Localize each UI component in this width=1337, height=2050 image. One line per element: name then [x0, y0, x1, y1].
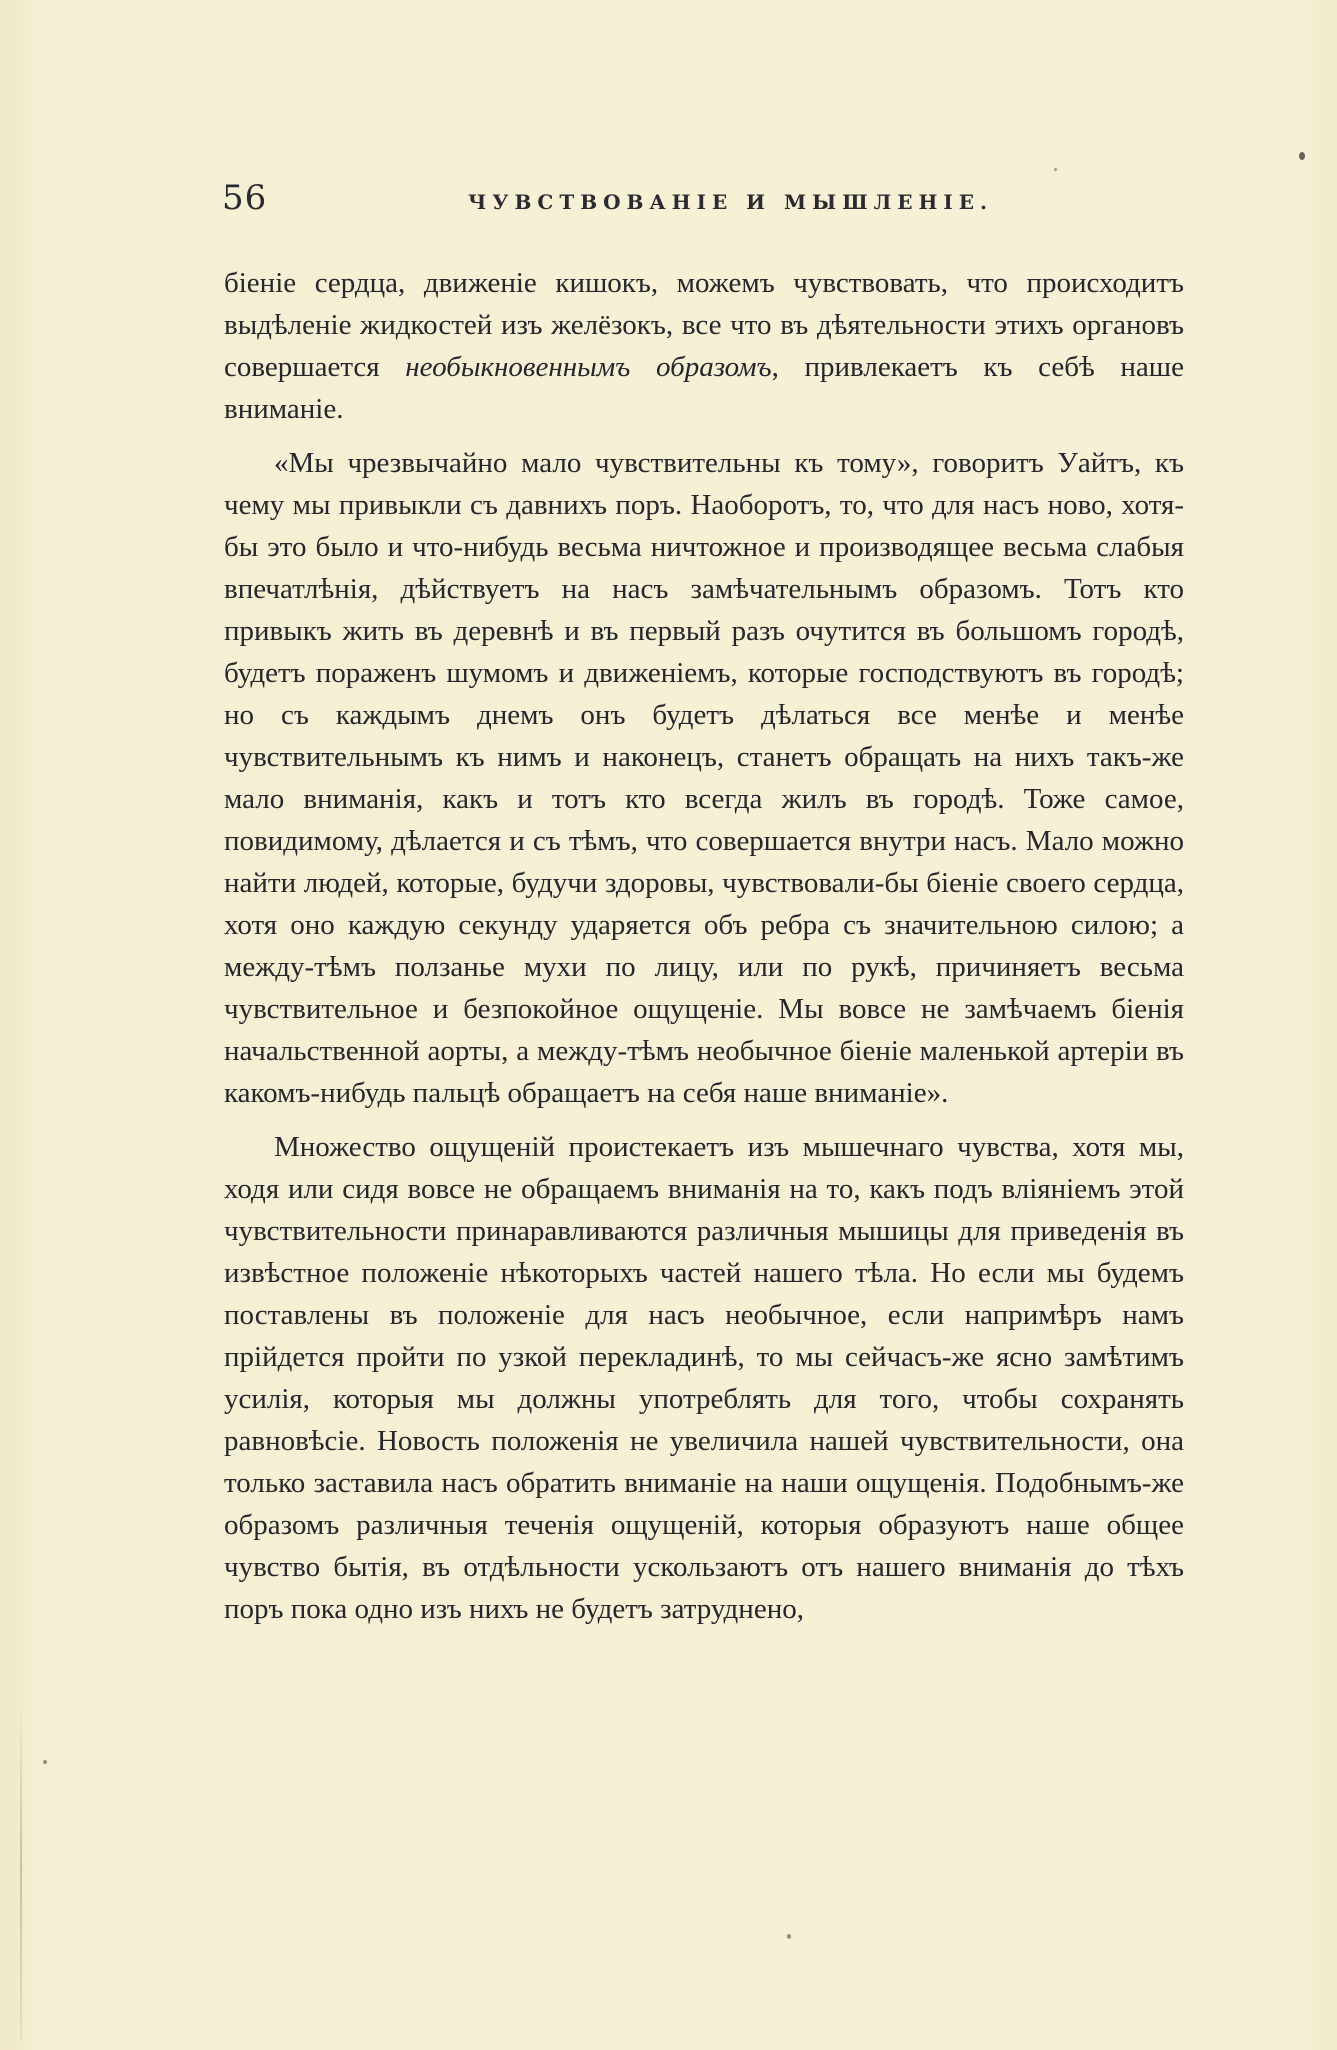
paragraph-3: Множество ощущеній проистекаетъ изъ мышечнаго чувства, хотя мы, ходя или сидя вовсе не обращаемъ вниманія на то, какъ подъ вліяніемъ этой чувствительности принаравливаются различныя мышицы для приведенія въ извѣстное положеніе нѣкоторыхъ частей нашего тѣла. Но если мы будемъ поставлены въ положеніе для насъ необычное, если напримѣръ намъ прійдется пройти по узкой перекладинѣ, то мы сейчасъ-же ясно замѣтимъ усилія, которыя мы должны употреблять для того, чтобы сохранять равновѣсіе. Новость положенія не увеличила нашей чувствительности, она только заставила насъ обратить вниманіе на наши ощущенія. Подобнымъ-же образомъ различныя теченія ощущеній, которыя образуютъ наше общее чувство бытія, въ отдѣльности ускользаютъ отъ нашего вниманія до тѣхъ поръ пока одно изъ нихъ не будетъ затруднено, [224, 1131, 1184, 1625]
running-title: ЧУВСТВОВАНІЕ И МЫШЛЕНІЕ. [468, 190, 993, 214]
ink-speck [787, 1934, 791, 1939]
paragraph-1 [224, 262, 1184, 430]
paragraph-1-text-after: , привлекаетъ къ себѣ наше вниманіе. [224, 351, 1184, 425]
page-number: 56 [222, 178, 268, 218]
ink-speck [1054, 168, 1057, 171]
body-text [224, 262, 1184, 1630]
paragraph-2: «Мы чрезвычайно мало чувствительны къ тому», говоритъ Уайтъ, къ чему мы привыкли съ давнихъ поръ. Наоборотъ, то, что для насъ ново, хотя-бы это было и что-нибудь весьма ничтожное и производящее весьма слабыя впечатлѣнія, дѣйствуетъ на насъ замѣчательнымъ образомъ. Тотъ кто привыкъ жить въ деревнѣ и въ первый разъ очутится въ большомъ городѣ, будетъ пораженъ шумомъ и движеніемъ, которые господствуютъ въ городѣ; но съ каждымъ днемъ онъ будетъ дѣлаться все менѣе и менѣе чувствительнымъ къ нимъ и наконецъ, станетъ обращать на нихъ такъ-же мало вниманія, какъ и тотъ кто всегда жилъ въ городѣ. Тоже самое, повидимому, дѣлается и съ тѣмъ, что совершается внутри насъ. Мало можно найти людей, которые, будучи здоровы, чувствовали-бы біеніе своего сердца, хотя оно каждую секунду ударяется объ ребра съ значительною силою; а между-тѣмъ ползанье мухи по лицу, или по рукѣ, причиняетъ весьма чувствительное и безпокойное ощущеніе. Мы вовсе не замѣчаемъ біенія начальственной аорты, а между-тѣмъ необычное біеніе маленькой артеріи въ какомъ-нибудь пальцѣ обращаетъ на себя наше вниманіе». [224, 447, 1184, 1109]
page-edge-shadow [20, 1700, 22, 2040]
ink-speck [1299, 152, 1305, 160]
ink-speck [43, 1760, 47, 1764]
paragraph-1-text-before: біеніе сердца, движеніе кишокъ, можемъ чувствовать, что происходитъ выдѣленіе жидкостей изъ желёзокъ, все что въ дѣятельности этихъ органовъ совершается [224, 267, 1184, 383]
page-header [222, 178, 1202, 228]
paragraph-1-emphasis: необыкновеннымъ образомъ [405, 351, 772, 383]
